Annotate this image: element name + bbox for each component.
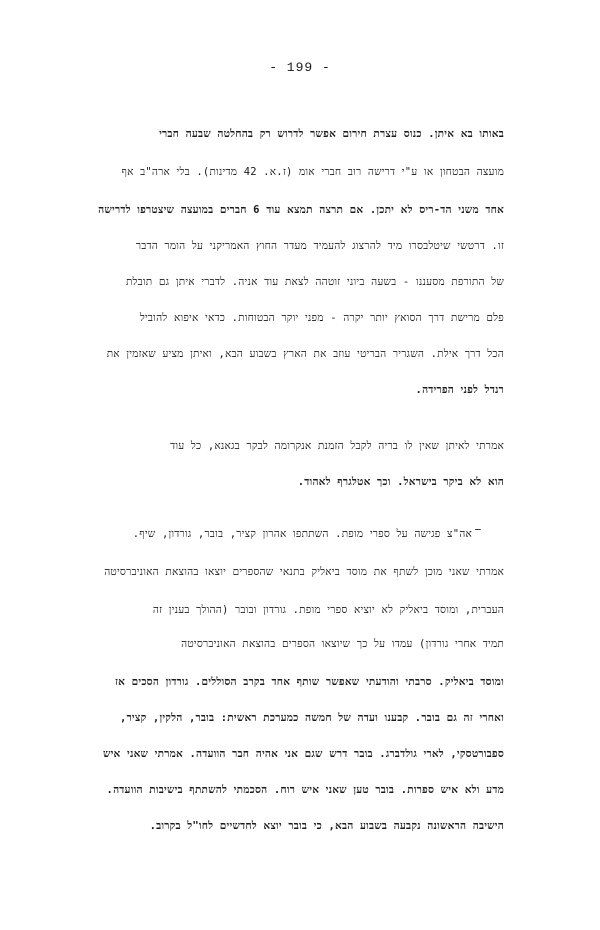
- text-line: ספבורטסקי, לארי גולדברג. בובר דרש שגם אני אהיה חבר הוועדה. אמרתי שאני איש: [102, 748, 504, 760]
- text-line: מדע ולא איש ספרות. בובר טען שאני איש רוח. הסכמתי להשתתף בישיבות הוועדה.: [106, 784, 504, 796]
- text-line: רנדל לפני הפרידה.: [415, 384, 504, 396]
- text-line: הכל דרך אילת. השגריר הבריטי עוזב את הארץ בשבוע הבא, ואיתן מציע שאזמין את: [106, 348, 504, 360]
- text-line: אחד משני הד-ריס לא יתכן. אם תרצה תמצא עוד 6 חברים במועצה שיצטרפו לדרישה: [98, 204, 504, 216]
- list-dash: –: [474, 522, 482, 537]
- text-line: באותו בא איתן. כנוס עצרת חירום אפשר לדרוש רק בהחלטה שבעה חברי: [159, 128, 504, 140]
- text-line: אה"צ פגישה על ספרי מופת. השתתפו אהרון קציר, בובר, גורדון, שיף.: [132, 528, 472, 540]
- text-line: אמרתי לאיתן שאין לו בריה לקבל הזמנת אנקרומה לבקר בגאנא, כל עוד: [170, 440, 504, 452]
- text-line: מועצה הבטחון או ע"י דרישה רוב חברי אומ (ז.א. 42 מדינות). בלי ארה"ב אף: [121, 166, 504, 178]
- text-line: ומוסד ביאליק. סרבתי והודעתי שאפשר שותף אחד בקרב הסוללים. גורדון הסכים אז: [115, 676, 504, 688]
- text-line: אמרתי שאני מוכן לשתף את מוסד ביאליק בתנאי שהספרים יוצאו בהוצאת האוניברסיטה: [104, 566, 504, 578]
- text-line: זו. דרטשי שיטלבסרו מיד להרצוג להעמיד מעדר החוץ האמריקני על הומר הדבר: [135, 240, 504, 252]
- text-line: ואחרי זה גם בובר. קבענו ועדה של חמשה כמערכת ראשית: בובר, הלקין, קציר,: [120, 712, 504, 724]
- text-line: של התורפת מסעננו - בשעה ביוני זוטהה לצאת עוד אניה. לדברי איתן גם תובלת: [125, 276, 504, 288]
- page-number: - 199 -: [269, 60, 331, 75]
- text-line: הישיבה הראשונה נקבעה בשבוע הבא, כי בובר יוצא לחדשיים לחו"ל בקרוב.: [149, 820, 504, 832]
- text-line: פלם מרישת דרך הסואץ יותר יקרה - מפני יוקר הבטוחות. כדאי איפוא להוביל: [139, 312, 504, 324]
- text-line: תמיד אחרי גורדון) עמדו על כך שיוצאו הספרים בהוצאת האוניברסיטה: [181, 638, 504, 650]
- text-line: הוא לא ביקר בישראל. וכך אטלגרף לאהוד.: [297, 476, 504, 488]
- text-line: העברית, ומוסד ביאליק לא יוציא ספרי מופת. גורדון ובובר (ההולך בענין זה: [152, 604, 504, 616]
